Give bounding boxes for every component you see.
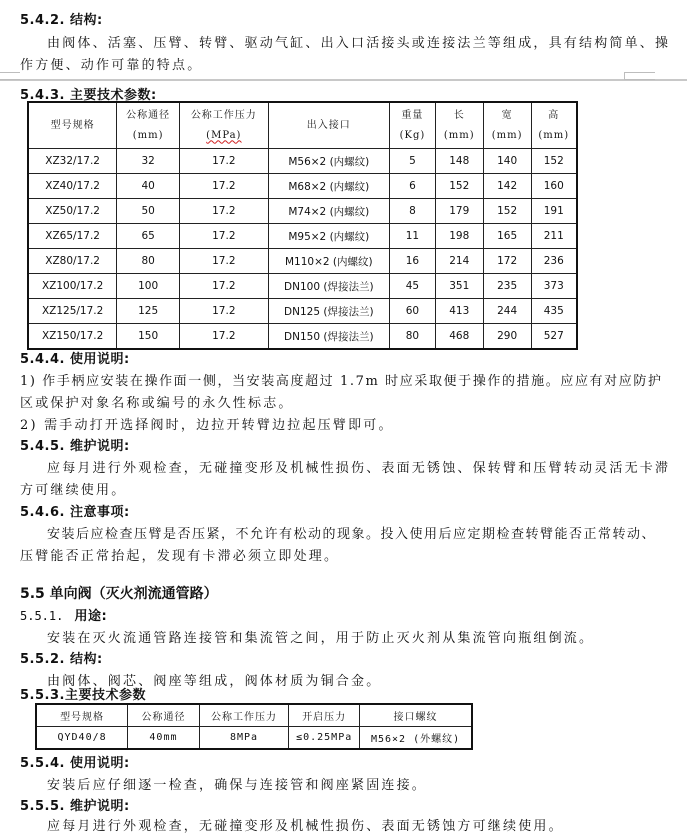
cell-weight: 6: [390, 174, 436, 199]
cell-weight: 11: [390, 224, 436, 249]
table-row: [28, 149, 577, 174]
cell-port: DN150 (焊接法兰): [268, 324, 389, 350]
cell-width: 290: [483, 324, 531, 350]
cell-width: 142: [483, 174, 531, 199]
header-cell-pressure: 公称工作压力: [199, 704, 288, 727]
table-header-row: [36, 704, 472, 727]
section-heading-5-4-6: 5.4.6. 注意事项:: [20, 505, 130, 520]
header-cell-length: [435, 102, 483, 149]
header-cell-height: [531, 102, 577, 149]
cell-height: 211: [531, 224, 577, 249]
cell-width: 152: [483, 199, 531, 224]
cell-pressure: 8MPa: [199, 727, 288, 750]
header-cell-diameter: [117, 102, 180, 149]
usage-item1-line1: 1) 作手柄应安装在操作面一侧，当安装高度超过 1.7m 时应采取便于操作的措施。应应有对应防护: [20, 374, 663, 389]
cell-model: XZ50/17.2: [28, 199, 117, 224]
header-label: 高: [548, 109, 560, 121]
header-unit: (mm): [491, 129, 523, 141]
cell-height: 191: [531, 199, 577, 224]
cell-model: XZ40/17.2: [28, 174, 117, 199]
table-row: [28, 174, 577, 199]
cell-model: XZ80/17.2: [28, 249, 117, 274]
table-row: [28, 249, 577, 274]
cell-weight: 8: [390, 199, 436, 224]
header-cell-model: [28, 102, 117, 149]
header-label: 宽: [501, 109, 513, 121]
cell-diameter: 65: [117, 224, 180, 249]
cell-thread: M56×2 (外螺纹): [360, 727, 472, 750]
cell-model: QYD40/8: [36, 727, 128, 750]
cell-model: XZ125/17.2: [28, 299, 117, 324]
cell-opening-pressure: ≤0.25MPa: [289, 727, 360, 750]
cell-port: M95×2 (内螺纹): [268, 224, 389, 249]
cell-height: 152: [531, 149, 577, 174]
cell-pressure: 17.2: [180, 274, 269, 299]
cell-diameter: 150: [117, 324, 180, 350]
table-row: [28, 299, 577, 324]
cell-length: 468: [435, 324, 483, 350]
cell-length: 179: [435, 199, 483, 224]
cell-port: DN100 (焊接法兰): [268, 274, 389, 299]
cell-model: XZ150/17.2: [28, 324, 117, 350]
header-label: 型号规格: [50, 119, 95, 131]
table-header-row: [28, 102, 577, 149]
cell-width: 140: [483, 149, 531, 174]
usage-item1-line2: 区或保护对象名称或编号的永久性标志。: [20, 396, 294, 411]
cell-length: 198: [435, 224, 483, 249]
cell-port: M74×2 (内螺纹): [268, 199, 389, 224]
header-cell-width: [483, 102, 531, 149]
cell-model: XZ100/17.2: [28, 274, 117, 299]
cell-diameter: 125: [117, 299, 180, 324]
cell-port: DN125 (焊接法兰): [268, 299, 389, 324]
table-row: [28, 274, 577, 299]
page-margin-marker-left: [0, 72, 20, 80]
cell-length: 152: [435, 174, 483, 199]
header-cell-opening-pressure: 开启压力: [289, 704, 360, 727]
header-cell-weight: [390, 102, 436, 149]
cell-length: 214: [435, 249, 483, 274]
header-cell-thread: 接口螺纹: [360, 704, 472, 727]
purpose-line1: 安装在灭火流通管路连接管和集流管之间，用于防止灭火剂从集流管向瓶组倒流。: [47, 631, 595, 646]
cell-weight: 5: [390, 149, 436, 174]
cell-height: 236: [531, 249, 577, 274]
section-heading-5-5-3: 5.5.3.主要技术参数: [20, 688, 146, 703]
cell-weight: 45: [390, 274, 436, 299]
cell-diameter: 32: [117, 149, 180, 174]
paragraph-structure-line2: 作方便、动作可靠的特点。: [20, 58, 203, 73]
header-cell-diameter: 公称通径: [128, 704, 200, 727]
structure-line1: 由阀体、阀芯、阀座等组成，阀体材质为铜合金。: [47, 674, 382, 689]
cell-weight: 16: [390, 249, 436, 274]
maintenance-line1: 应每月进行外观检查，无碰撞变形及机械性损伤、表面无锈蚀、保转臂和压臂转动灵活无卡滞: [47, 461, 671, 476]
cell-pressure: 17.2: [180, 174, 269, 199]
cell-diameter: 100: [117, 274, 180, 299]
section-heading-5-4-4: 5.4.4. 使用说明:: [20, 352, 130, 367]
cell-port: M56×2 (内螺纹): [268, 149, 389, 174]
section-heading-5-5-2: 5.5.2. 结构:: [20, 652, 103, 667]
cell-pressure: 17.2: [180, 249, 269, 274]
cell-height: 435: [531, 299, 577, 324]
cell-pressure: 17.2: [180, 224, 269, 249]
section-heading-5-5-5: 5.5.5. 维护说明:: [20, 799, 130, 814]
header-unit: (mm): [443, 129, 475, 141]
section-heading-5-4-2: 5.4.2. 结构:: [20, 13, 103, 28]
usage-item2: 2) 需手动打开选择阀时，边拉开转臂边拉起压臂即可。: [20, 418, 394, 433]
cell-width: 244: [483, 299, 531, 324]
cell-length: 148: [435, 149, 483, 174]
cell-diameter: 50: [117, 199, 180, 224]
maintenance-line1: 应每月进行外观检查，无碰撞变形及机械性损伤、表面无锈蚀方可继续使用。: [47, 819, 564, 834]
page-break-line: [0, 79, 687, 81]
header-unit: (MPa): [206, 129, 242, 141]
header-unit: (Kg): [399, 129, 426, 141]
cell-port: M68×2 (内螺纹): [268, 174, 389, 199]
header-label: 长: [453, 109, 465, 121]
cell-length: 413: [435, 299, 483, 324]
cell-width: 165: [483, 224, 531, 249]
cell-model: XZ32/17.2: [28, 149, 117, 174]
notes-line2: 压臂能否正常抬起，发现有卡滞必须立即处理。: [20, 549, 340, 564]
heading-number: 5.5.1.: [20, 609, 64, 623]
check-valve-spec-table: [35, 703, 473, 750]
cell-width: 235: [483, 274, 531, 299]
notes-line1: 安装后应检查压臂是否压紧，不允许有松动的现象。投入使用后应定期检查转臂能否正常转动、: [47, 527, 657, 542]
header-label: 出入接口: [306, 119, 351, 131]
cell-port: M110×2 (内螺纹): [268, 249, 389, 274]
cell-weight: 80: [390, 324, 436, 350]
cell-diameter: 80: [117, 249, 180, 274]
cell-width: 172: [483, 249, 531, 274]
table-row: [28, 224, 577, 249]
cell-pressure: 17.2: [180, 324, 269, 350]
header-label: 重量: [401, 109, 424, 121]
header-cell-pressure: [180, 102, 269, 149]
usage-line1: 安装后应仔细逐一检查，确保与连接管和阀座紧固连接。: [47, 778, 428, 793]
paragraph-structure-line1: 由阀体、活塞、压臂、转臂、驱动气缸、出入口活接头或连接法兰等组成，具有结构简单、操: [47, 36, 671, 51]
section-heading-5-5: 5.5 单向阀（灭火剂流通管路）: [20, 586, 218, 602]
cell-length: 351: [435, 274, 483, 299]
header-label: 公称工作压力: [190, 109, 257, 121]
header-cell-port: [268, 102, 389, 149]
page-margin-marker-right: [624, 72, 655, 80]
section-heading-5-5-4: 5.5.4. 使用说明:: [20, 756, 130, 771]
cell-pressure: 17.2: [180, 299, 269, 324]
table-row: [28, 199, 577, 224]
table-row: [36, 727, 472, 750]
cell-pressure: 17.2: [180, 199, 269, 224]
selector-valve-spec-table: [27, 101, 578, 350]
header-unit: (mm): [132, 129, 164, 141]
cell-weight: 60: [390, 299, 436, 324]
heading-text: 用途:: [74, 609, 108, 624]
section-heading-5-4-5: 5.4.5. 维护说明:: [20, 439, 130, 454]
maintenance-line2: 方可继续使用。: [20, 483, 127, 498]
header-label: 公称通径: [126, 109, 171, 121]
table-row: [28, 324, 577, 350]
header-cell-model: 型号规格: [36, 704, 128, 727]
section-heading-5-4-3: 5.4.3. 主要技术参数:: [20, 88, 157, 103]
section-heading-5-5-1: [20, 605, 107, 624]
cell-diameter: 40: [117, 174, 180, 199]
cell-diameter: 40mm: [128, 727, 200, 750]
cell-height: 527: [531, 324, 577, 350]
cell-model: XZ65/17.2: [28, 224, 117, 249]
cell-pressure: 17.2: [180, 149, 269, 174]
cell-height: 373: [531, 274, 577, 299]
cell-height: 160: [531, 174, 577, 199]
header-unit: (mm): [538, 129, 570, 141]
